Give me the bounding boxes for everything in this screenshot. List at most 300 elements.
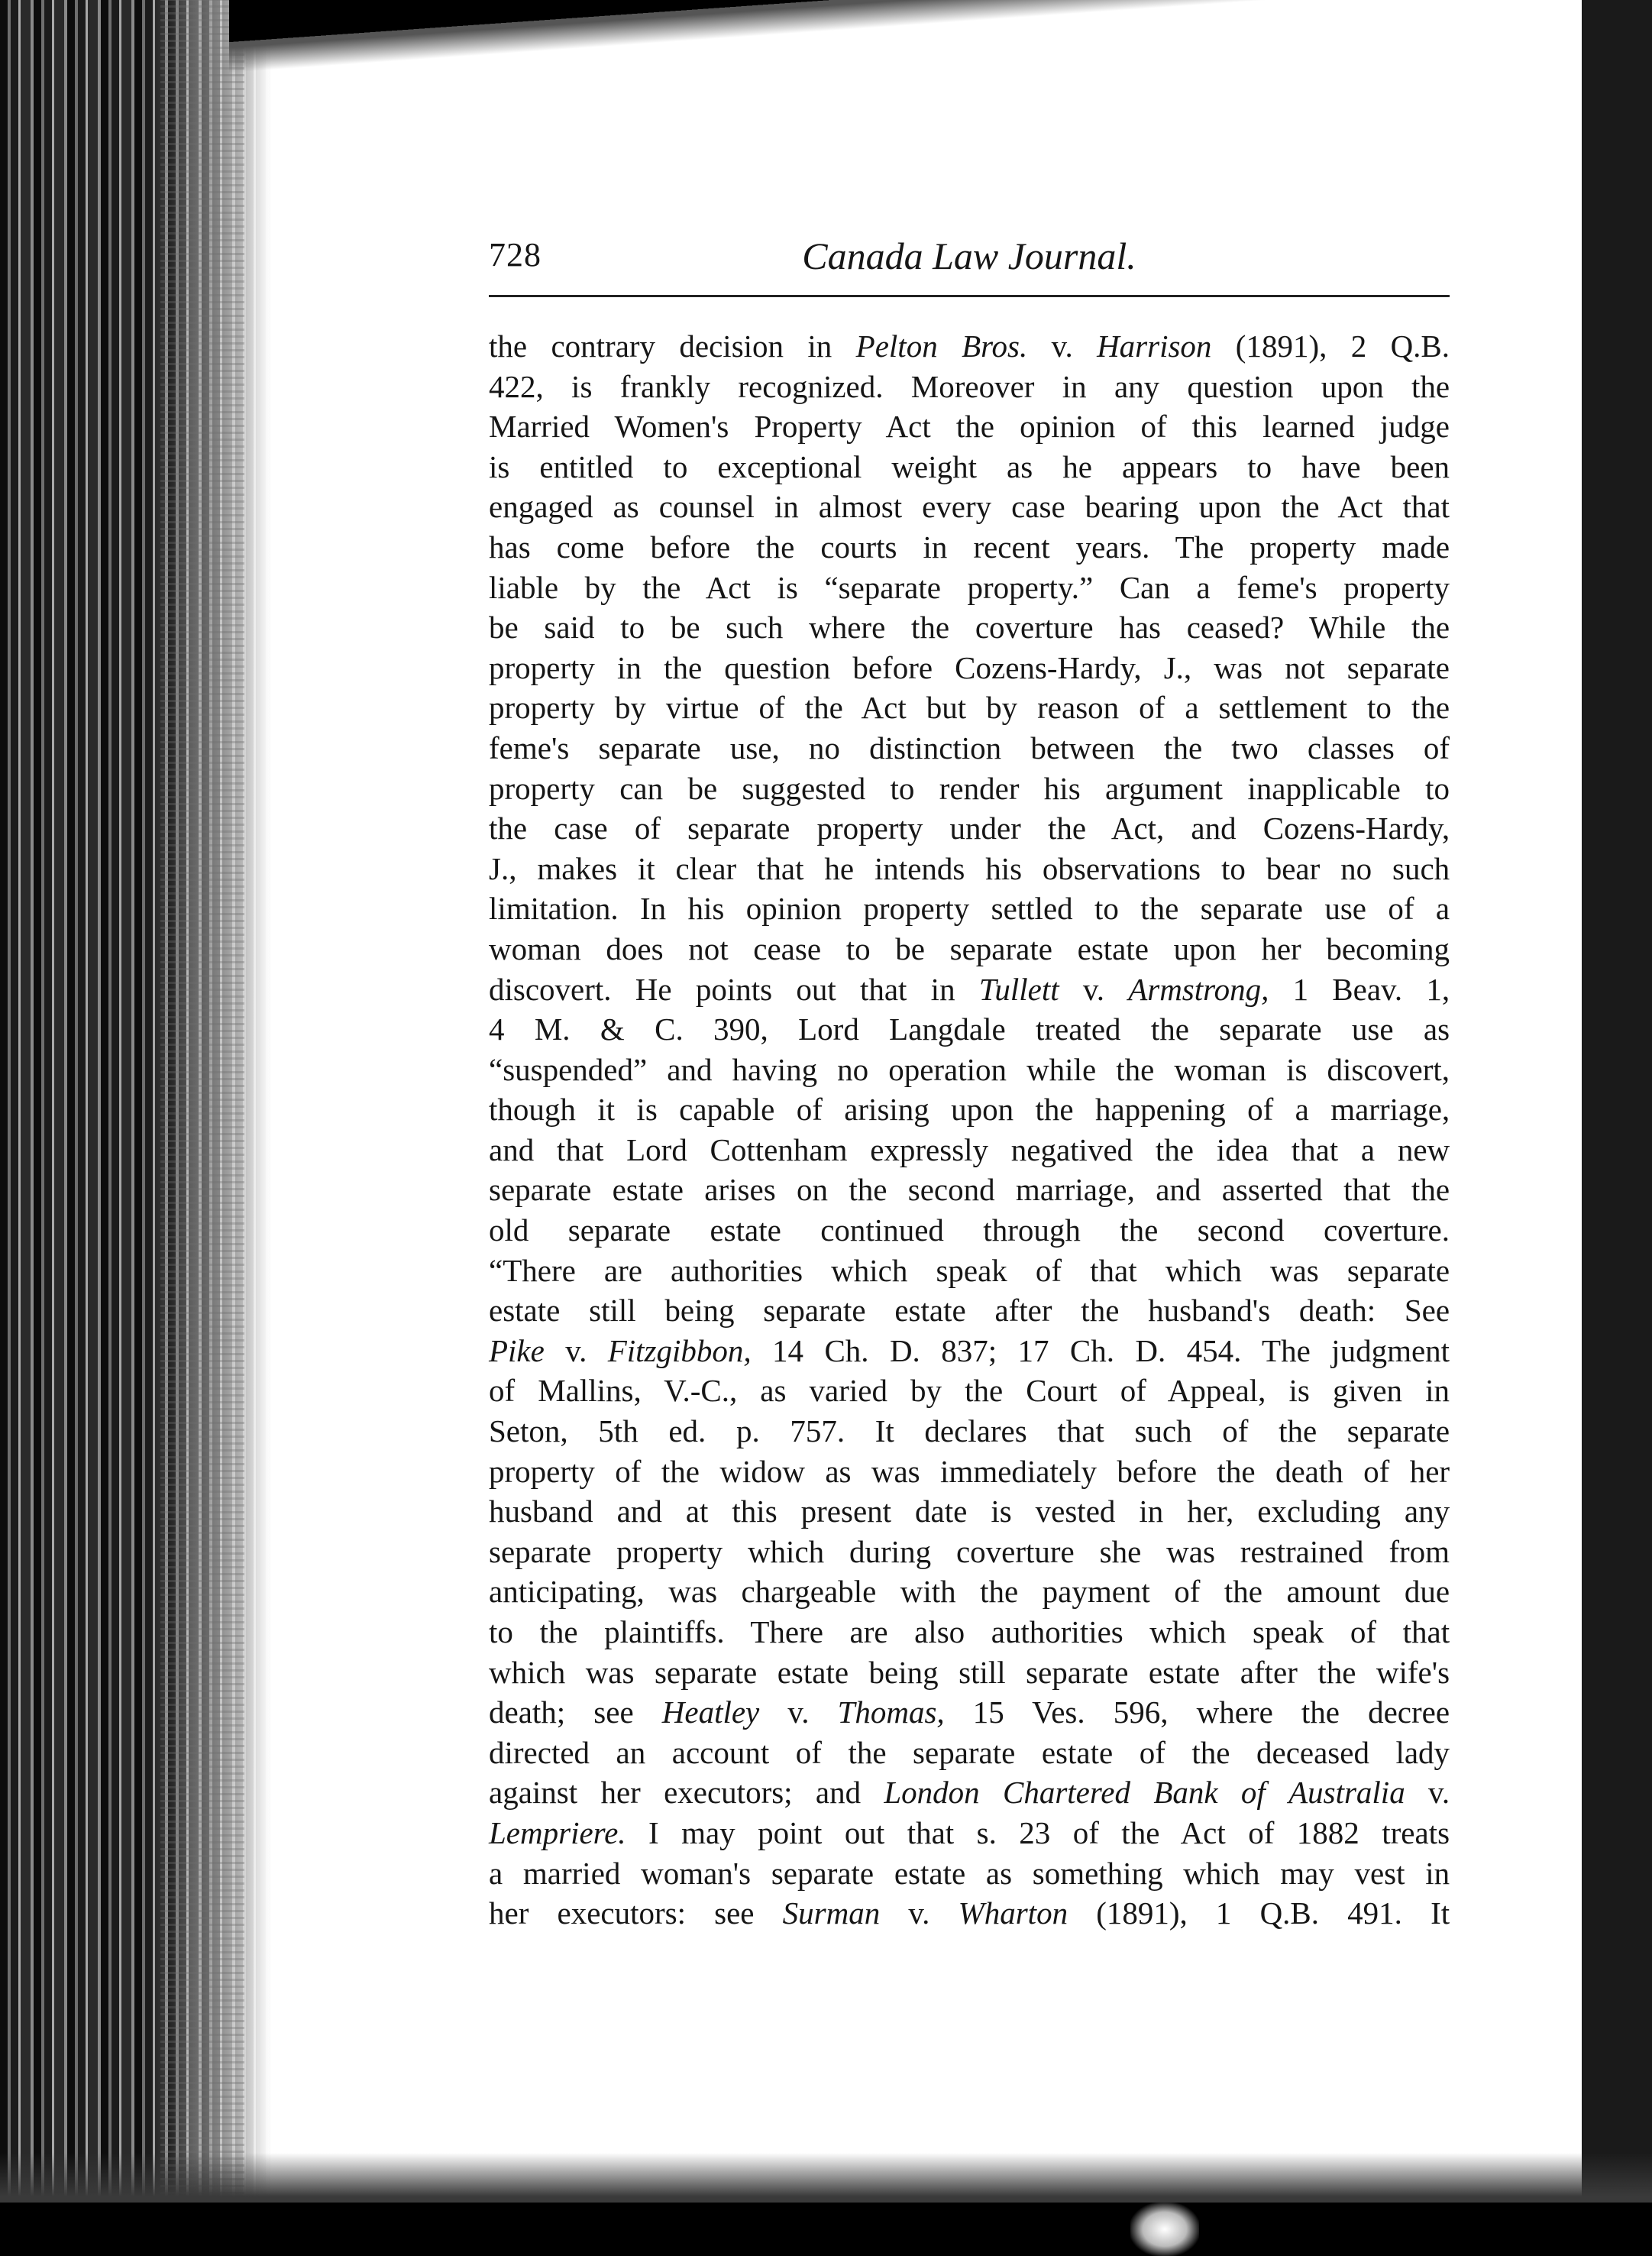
text-line: [489, 1893, 1450, 1934]
text-segment: capable: [679, 1092, 775, 1128]
italic-text: Bank: [1153, 1775, 1218, 1811]
text-segment: property: [489, 690, 595, 726]
text-segment: as: [1423, 1011, 1450, 1047]
text-segment: the: [489, 811, 528, 846]
text-segment: before: [1117, 1453, 1198, 1489]
text-segment: of: [1388, 891, 1414, 927]
text-segment: of: [1350, 1614, 1377, 1649]
text-segment: said: [544, 610, 595, 646]
text-segment: of: [615, 1453, 642, 1489]
text-segment: which: [1183, 1855, 1260, 1891]
text-segment: of: [1363, 1453, 1390, 1489]
text-segment: “separate: [824, 569, 941, 605]
text-line: [489, 1813, 1450, 1853]
text-segment: chargeable: [741, 1574, 877, 1610]
text-segment: of: [796, 1092, 823, 1128]
text-segment: separate: [598, 730, 701, 765]
text-segment: happening: [1094, 1092, 1226, 1128]
text-segment: not: [1285, 649, 1325, 685]
text-line: [489, 1692, 1450, 1733]
text-segment: it: [597, 1092, 616, 1128]
text-segment: v.: [787, 1694, 810, 1730]
italic-text: Surman: [782, 1895, 881, 1931]
text-segment: suggested: [742, 770, 866, 806]
text-segment: in: [930, 971, 955, 1007]
text-line: [489, 527, 1450, 568]
text-segment: Court: [1026, 1373, 1098, 1409]
text-line: [489, 447, 1450, 487]
text-segment: her,: [1187, 1494, 1234, 1529]
text-segment: in: [1062, 368, 1087, 404]
text-segment: does: [606, 931, 664, 966]
text-line: [489, 969, 1450, 1010]
text-segment: where: [1196, 1694, 1273, 1730]
text-segment: given: [1332, 1373, 1403, 1409]
text-segment: the: [664, 649, 703, 685]
text-segment: old: [489, 1212, 529, 1248]
text-segment: to: [1247, 448, 1272, 484]
text-segment: courts: [820, 529, 897, 565]
running-head: [489, 229, 1450, 297]
text-segment: Act: [705, 569, 751, 605]
text-line: [489, 1130, 1450, 1170]
text-segment: Lord: [798, 1011, 859, 1047]
text-segment: estate: [894, 1855, 966, 1891]
text-segment: separate: [949, 931, 1052, 966]
text-segment: observations: [1042, 850, 1201, 886]
text-segment: Mallins,: [538, 1373, 642, 1409]
scan-binding-texture: [160, 0, 244, 2256]
text-segment: any: [1114, 368, 1160, 404]
text-segment: he: [824, 850, 855, 886]
text-segment: death: [1275, 1453, 1343, 1489]
text-segment: such: [1392, 850, 1450, 886]
text-segment: has: [489, 529, 531, 565]
journal-title: Canada Law Journal.: [802, 235, 1136, 277]
text-segment: v.: [1051, 329, 1073, 364]
text-segment: 390,: [713, 1011, 768, 1047]
text-segment: by: [986, 690, 1018, 726]
text-segment: which: [747, 1533, 825, 1569]
text-segment: Act: [861, 690, 907, 726]
text-segment: death;: [489, 1694, 566, 1730]
text-segment: Beav.: [1332, 971, 1403, 1007]
text-segment: 1: [1292, 971, 1309, 1007]
text-segment: at: [685, 1494, 709, 1529]
text-segment: that: [1090, 1252, 1137, 1288]
text-segment: learned: [1262, 409, 1355, 445]
text-segment: the: [1120, 1212, 1159, 1248]
text-segment: feme's: [489, 730, 570, 765]
text-segment: declares: [924, 1413, 1027, 1449]
text-segment: two: [1231, 730, 1279, 765]
text-segment: estate: [894, 1293, 966, 1329]
text-segment: he: [1062, 448, 1092, 484]
text-segment: after: [994, 1293, 1052, 1329]
text-segment: The: [1262, 1332, 1311, 1368]
text-segment: arising: [844, 1092, 929, 1128]
text-segment: his: [1043, 770, 1081, 806]
text-segment: Ves.: [1032, 1694, 1085, 1730]
text-segment: See: [1404, 1293, 1450, 1329]
text-segment: in: [774, 489, 799, 525]
text-segment: that: [556, 1131, 604, 1167]
text-segment: such: [726, 610, 784, 646]
text-segment: and: [616, 1494, 662, 1529]
text-segment: may: [681, 1814, 735, 1850]
text-segment: directed: [489, 1734, 590, 1770]
text-segment: discovert,: [1327, 1051, 1450, 1087]
text-segment: of: [634, 811, 661, 846]
text-segment: date: [915, 1494, 968, 1529]
text-line: [489, 929, 1450, 969]
text-segment: speak: [936, 1252, 1007, 1288]
text-segment: to: [489, 1614, 513, 1649]
text-segment: and: [1156, 1172, 1201, 1208]
text-segment: due: [1404, 1574, 1450, 1610]
text-segment: point: [758, 1814, 823, 1850]
body-text: [489, 326, 1450, 1934]
text-segment: and: [489, 1131, 535, 1167]
text-segment: in: [807, 329, 832, 364]
italic-text: Wharton: [958, 1895, 1068, 1931]
text-segment: a: [1196, 569, 1211, 605]
text-segment: separate: [913, 1734, 1016, 1770]
text-segment: new: [1397, 1131, 1450, 1167]
text-segment: v.: [565, 1332, 587, 1368]
text-segment: the: [1191, 1734, 1230, 1770]
text-segment: 14: [772, 1332, 804, 1368]
text-segment: coverture: [975, 610, 1094, 646]
text-segment: engaged: [489, 489, 593, 525]
text-segment: his: [985, 850, 1023, 886]
text-segment: woman: [489, 931, 581, 966]
text-segment: from: [1389, 1533, 1450, 1569]
text-segment: V.-C.,: [664, 1373, 738, 1409]
text-segment: arises: [704, 1172, 776, 1208]
text-segment: separate: [489, 1172, 592, 1208]
text-segment: 757.: [790, 1413, 845, 1449]
text-segment: case: [1011, 489, 1065, 525]
text-segment: D.: [1135, 1332, 1166, 1368]
text-segment: has: [1119, 610, 1161, 646]
text-line: [489, 849, 1450, 889]
text-segment: Cozens-Hardy,: [955, 649, 1142, 685]
text-segment: the: [1150, 1011, 1189, 1047]
text-segment: property: [616, 1533, 723, 1569]
text-segment: the: [1281, 489, 1320, 525]
text-segment: inapplicable: [1247, 770, 1401, 806]
text-segment: Can: [1119, 569, 1170, 605]
text-segment: wife's: [1376, 1654, 1450, 1690]
text-segment: estate: [777, 1654, 849, 1690]
text-segment: vest: [1354, 1855, 1405, 1891]
text-segment: “There: [489, 1252, 576, 1288]
text-segment: of: [795, 1734, 822, 1770]
text-line: [489, 1532, 1450, 1572]
text-segment: was: [668, 1574, 718, 1610]
italic-text: Australia: [1288, 1775, 1405, 1811]
text-segment: the: [804, 690, 843, 726]
text-segment: the: [911, 610, 950, 646]
text-segment: 5th: [598, 1413, 638, 1449]
text-segment: by: [910, 1373, 942, 1409]
text-line: [489, 1089, 1450, 1130]
italic-text: London: [884, 1775, 980, 1811]
text-segment: Q.B.: [1390, 329, 1450, 364]
text-segment: death:: [1298, 1293, 1376, 1329]
text-segment: p.: [735, 1413, 760, 1449]
text-segment: no: [808, 730, 840, 765]
text-segment: He: [635, 971, 672, 1007]
text-segment: between: [1030, 730, 1135, 765]
text-segment: feme's: [1237, 569, 1317, 605]
text-segment: is: [1286, 1051, 1308, 1087]
text-segment: Appeal,: [1167, 1373, 1266, 1409]
text-segment: 491.: [1347, 1895, 1402, 1931]
text-segment: separate: [1219, 1011, 1322, 1047]
italic-text: Chartered: [1002, 1775, 1131, 1811]
text-segment: the: [1217, 1453, 1256, 1489]
text-segment: Q.B.: [1259, 1895, 1320, 1931]
text-segment: after: [1240, 1654, 1298, 1690]
text-segment: as: [1007, 448, 1033, 484]
text-segment: Lord: [626, 1131, 687, 1167]
text-line: [489, 1491, 1450, 1532]
text-segment: which: [831, 1252, 908, 1288]
text-line: [489, 1251, 1450, 1291]
text-segment: to: [620, 610, 645, 646]
text-segment: be: [489, 610, 519, 646]
text-segment: speak: [1253, 1614, 1324, 1649]
text-segment: the: [1121, 1814, 1160, 1850]
text-segment: frankly: [619, 368, 711, 404]
text-segment: cease: [753, 931, 822, 966]
text-line: [489, 487, 1450, 527]
text-segment: to: [663, 448, 688, 484]
text-segment: the: [1140, 891, 1179, 927]
text-segment: husband: [489, 1494, 593, 1529]
text-line: [489, 1371, 1450, 1411]
text-segment: judge: [1379, 409, 1450, 445]
text-segment: of: [1139, 690, 1165, 726]
text-segment: separate: [489, 1533, 592, 1569]
text-segment: the: [1301, 1694, 1340, 1730]
text-segment: deceased: [1256, 1734, 1369, 1770]
text-segment: is: [636, 1092, 658, 1128]
text-segment: property: [863, 891, 970, 927]
text-segment: her: [1409, 1453, 1450, 1489]
text-segment: the: [539, 1614, 578, 1649]
text-segment: no: [1340, 850, 1372, 886]
text-segment: Langdale: [889, 1011, 1006, 1047]
text-segment: intends: [874, 850, 965, 886]
text-segment: Cozens-Hardy,: [1262, 811, 1450, 846]
text-segment: the: [1155, 1131, 1194, 1167]
text-line: [489, 1050, 1450, 1090]
text-segment: Act,: [1110, 811, 1165, 846]
text-segment: by: [584, 569, 616, 605]
text-segment: immediately: [940, 1453, 1097, 1489]
text-segment: see: [593, 1694, 634, 1730]
text-segment: 1: [1215, 1895, 1232, 1931]
text-segment: 1,: [1426, 971, 1450, 1007]
text-line: [489, 1009, 1450, 1050]
text-segment: idea: [1216, 1131, 1269, 1167]
text-segment: 15: [972, 1694, 1004, 1730]
text-line: [489, 1331, 1450, 1371]
text-line: [489, 808, 1450, 849]
text-segment: every: [922, 489, 992, 525]
text-segment: property: [1250, 529, 1356, 565]
text-segment: ed.: [668, 1413, 706, 1449]
italic-text: Harrison: [1097, 329, 1212, 364]
text-segment: of: [1072, 1814, 1099, 1850]
text-segment: was: [1166, 1533, 1215, 1569]
text-segment: that: [907, 1814, 955, 1850]
text-segment: is: [489, 448, 510, 484]
text-segment: that: [1343, 1172, 1391, 1208]
text-segment: also: [914, 1614, 965, 1649]
text-segment: estate: [1077, 931, 1149, 966]
text-segment: be: [670, 610, 700, 646]
text-segment: as: [760, 1373, 787, 1409]
text-segment: Ch.: [1069, 1332, 1114, 1368]
italic-text: Armstrong,: [1128, 971, 1269, 1007]
text-segment: bearing: [1085, 489, 1179, 525]
text-line: [489, 367, 1450, 407]
scan-shadow-right: [1537, 0, 1652, 2256]
text-segment: that: [859, 971, 907, 1007]
text-segment: she: [1099, 1533, 1142, 1569]
text-segment: and: [1191, 811, 1237, 846]
text-segment: still: [589, 1293, 636, 1329]
text-segment: made: [1382, 529, 1450, 565]
text-segment: property: [489, 649, 595, 685]
text-line: [489, 326, 1450, 367]
text-segment: that: [1402, 1614, 1450, 1649]
text-segment: almost: [818, 489, 903, 525]
text-segment: 454.: [1186, 1332, 1242, 1368]
text-segment: have: [1301, 448, 1361, 484]
text-segment: under: [949, 811, 1021, 846]
text-segment: 837;: [941, 1332, 997, 1368]
text-segment: was: [585, 1654, 635, 1690]
text-segment: and: [667, 1051, 713, 1087]
text-segment: counsel: [658, 489, 755, 525]
text-segment: something: [1032, 1855, 1163, 1891]
text-segment: out: [844, 1814, 885, 1850]
text-segment: of: [758, 690, 785, 726]
text-segment: that: [1057, 1413, 1104, 1449]
text-segment: widow: [719, 1453, 805, 1489]
text-segment: present: [800, 1494, 892, 1529]
text-segment: the: [849, 1172, 887, 1208]
text-segment: the: [1411, 1172, 1450, 1208]
text-segment: a: [489, 1855, 503, 1891]
text-segment: makes: [537, 850, 618, 886]
text-segment: estate: [1041, 1734, 1114, 1770]
text-segment: of: [489, 1373, 516, 1409]
italic-text: Fitzgibbon,: [607, 1332, 752, 1368]
text-segment: separate: [654, 1654, 758, 1690]
text-segment: While: [1309, 610, 1386, 646]
text-segment: lady: [1395, 1734, 1450, 1770]
text-segment: separate: [687, 811, 790, 846]
text-segment: property: [489, 770, 595, 806]
text-segment: v.: [1428, 1775, 1450, 1811]
text-segment: v.: [908, 1895, 930, 1931]
text-segment: settled: [991, 891, 1073, 927]
text-segment: this: [732, 1494, 778, 1529]
text-segment: which: [489, 1654, 566, 1690]
text-segment: executors;: [664, 1775, 793, 1811]
text-segment: Act: [885, 409, 931, 445]
text-line: [489, 1652, 1450, 1693]
text-segment: separate: [771, 1855, 874, 1891]
text-segment: come: [556, 529, 625, 565]
text-segment: authorities: [991, 1614, 1123, 1649]
text-segment: separate: [1346, 1413, 1450, 1449]
text-segment: that: [1402, 489, 1450, 525]
text-segment: to: [1425, 770, 1450, 806]
text-segment: use: [1324, 891, 1366, 927]
text-segment: her: [1261, 931, 1301, 966]
text-segment: Property: [754, 409, 862, 445]
text-segment: a: [1360, 1131, 1376, 1167]
text-segment: second: [1197, 1212, 1285, 1248]
text-segment: the: [1164, 730, 1203, 765]
text-segment: the: [1047, 811, 1087, 846]
text-segment: 422,: [489, 368, 544, 404]
text-segment: J.,: [1163, 649, 1192, 685]
text-segment: still: [959, 1654, 1006, 1690]
text-line: [489, 1170, 1450, 1210]
text-segment: the: [1279, 1413, 1317, 1449]
text-segment: was: [871, 1453, 920, 1489]
text-segment: decree: [1368, 1694, 1450, 1730]
text-segment: asserted: [1221, 1172, 1323, 1208]
text-segment: of: [1035, 1252, 1062, 1288]
text-segment: coverture: [955, 1533, 1075, 1569]
text-segment: is: [777, 569, 798, 605]
text-segment: contrary: [551, 329, 656, 364]
text-segment: property: [1343, 569, 1450, 605]
text-segment: before: [852, 649, 933, 685]
text-segment: is: [991, 1494, 1012, 1529]
text-line: [489, 728, 1450, 769]
text-segment: the: [1411, 368, 1450, 404]
text-segment: liable: [489, 569, 559, 605]
text-line: [489, 1612, 1450, 1652]
text-segment: C.: [655, 1011, 684, 1047]
text-line: [489, 1452, 1450, 1492]
text-segment: husband's: [1148, 1293, 1271, 1329]
text-segment: the: [848, 1734, 887, 1770]
text-segment: ceased?: [1186, 610, 1285, 646]
italic-text: of: [1240, 1775, 1266, 1811]
italic-text: Tullett: [978, 971, 1059, 1007]
text-segment: the: [489, 329, 528, 364]
text-segment: to: [1367, 690, 1392, 726]
text-segment: clear: [675, 850, 737, 886]
text-segment: through: [983, 1212, 1081, 1248]
text-segment: marriage,: [1330, 1092, 1450, 1128]
text-segment: was: [1214, 649, 1263, 685]
text-line: [489, 406, 1450, 447]
text-segment: not: [688, 931, 729, 966]
italic-text: Thomas,: [837, 1694, 945, 1730]
